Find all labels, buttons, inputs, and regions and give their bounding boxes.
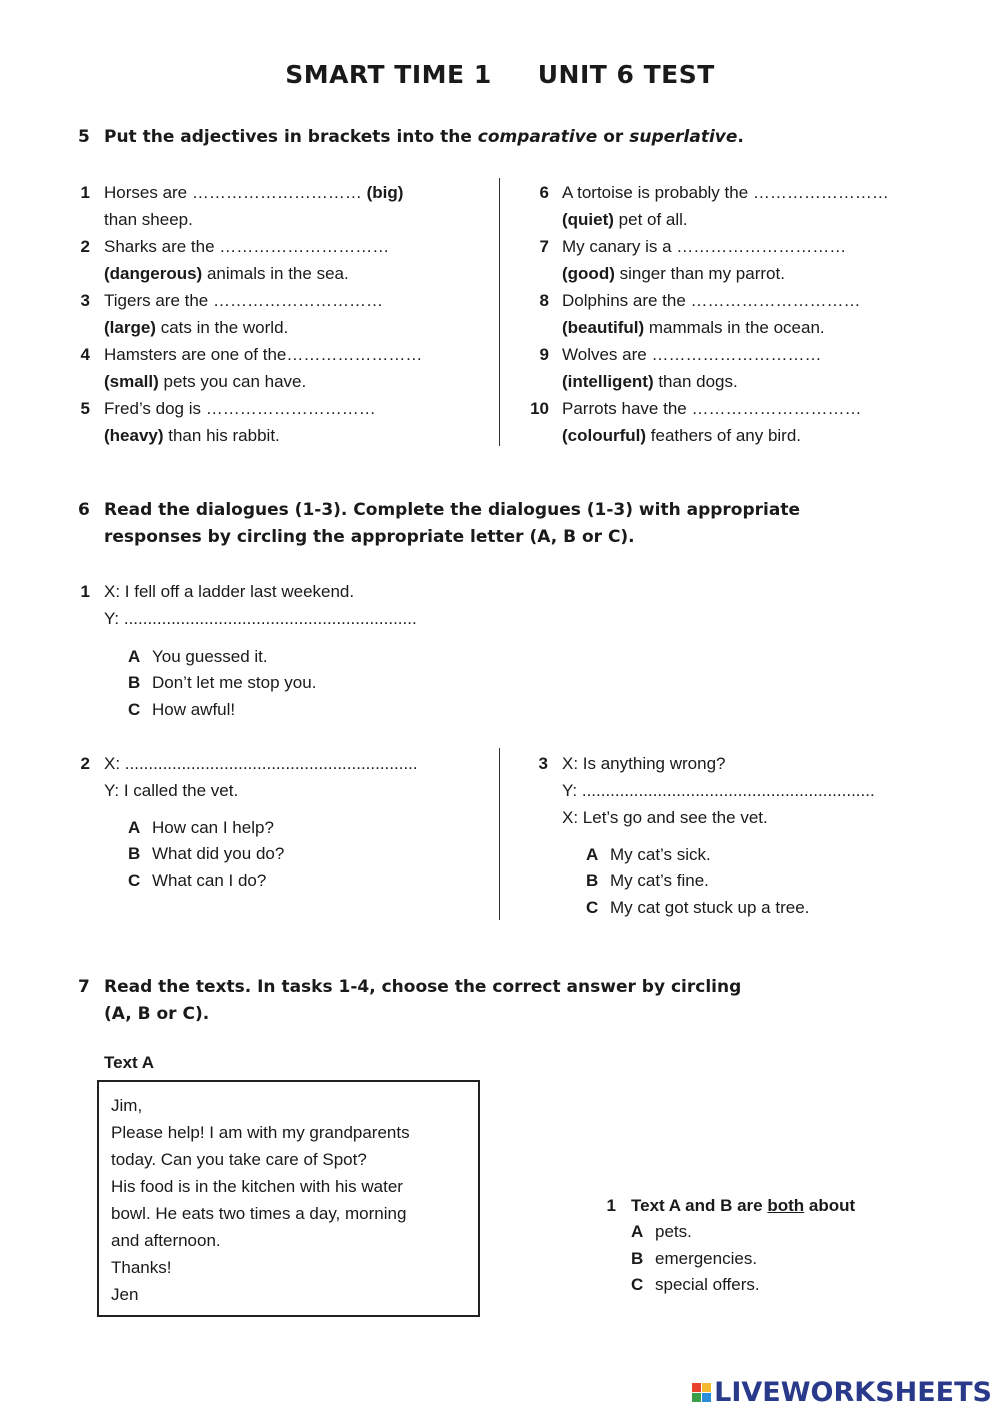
adjective-word: (small): [104, 372, 159, 391]
sentence-text: Hamsters are one of the……………………: [104, 345, 423, 364]
item-number: 1: [80, 183, 90, 202]
item-sentence-start[interactable]: [562, 341, 821, 368]
sentence-text: Horses are …………………………: [104, 183, 362, 202]
item-sentence-end: [562, 422, 801, 449]
question-part: about: [804, 1196, 856, 1215]
sentence-text: feathers of any bird.: [646, 426, 802, 445]
item-sentence-start[interactable]: [562, 395, 861, 422]
column-divider: [499, 178, 500, 446]
option-a[interactable]: [128, 644, 268, 670]
item-sentence-end: [104, 368, 306, 395]
section-number: 5: [78, 127, 90, 147]
item-sentence-end: [562, 260, 785, 287]
option-text: Don’t let me stop you.: [152, 673, 317, 692]
option-letter: B: [631, 1249, 644, 1268]
sentence-text: cats in the world.: [155, 318, 289, 337]
dialogue-line: X: Is anything wrong?: [562, 754, 726, 773]
logo-square: [702, 1383, 711, 1392]
dialogue-line: X: Let’s go and see the vet.: [562, 808, 768, 827]
item-sentence-end: [104, 206, 193, 233]
section-6-heading: [0, 497, 1000, 557]
item-number: 10: [530, 399, 549, 418]
section-number: 6: [78, 500, 90, 520]
text-a-line: today. Can you take care of Spot?: [111, 1150, 367, 1169]
option-text: emergencies.: [655, 1249, 758, 1268]
text-a-label: Text A: [104, 1053, 155, 1072]
instruction-part: .: [737, 127, 744, 147]
item-sentence-start[interactable]: [562, 179, 889, 206]
option-a[interactable]: [586, 842, 711, 868]
option-letter: A: [128, 647, 141, 666]
item-sentence-start[interactable]: [104, 233, 389, 260]
text-a-line: Jim,: [111, 1096, 143, 1115]
option-text: My cat’s sick.: [610, 845, 711, 864]
adjective-word: (big): [366, 183, 404, 202]
sentence-text: than dogs.: [653, 372, 738, 391]
option-letter: A: [128, 818, 141, 837]
task-question: [631, 1192, 855, 1219]
sentence-text: pet of all.: [613, 210, 688, 229]
option-c[interactable]: [631, 1272, 760, 1298]
page-title: [0, 60, 1000, 89]
option-letter: C: [631, 1275, 644, 1294]
option-b[interactable]: [128, 841, 284, 867]
adjective-word: (good): [562, 264, 615, 283]
section-instruction: (A, B or C).: [104, 1004, 210, 1024]
option-text: How can I help?: [152, 818, 274, 837]
text-a-box: [97, 1080, 480, 1317]
item-sentence-start[interactable]: [562, 233, 846, 260]
item-number: 4: [80, 345, 90, 364]
item-sentence-start[interactable]: [104, 287, 383, 314]
dialogue-number: 1: [80, 582, 90, 601]
item-sentence-start[interactable]: [104, 179, 403, 206]
sentence-text: Tigers are the …………………………: [104, 291, 383, 310]
option-text: pets.: [655, 1222, 692, 1241]
question-part: Text A and B are: [631, 1196, 768, 1215]
logo-square: [692, 1383, 701, 1392]
item-number: 9: [539, 345, 549, 364]
title-left: SMART TIME 1: [285, 60, 492, 89]
adjective-word: (heavy): [104, 426, 164, 445]
option-b[interactable]: [586, 868, 709, 894]
sentence-text: A tortoise is probably the ……………………: [562, 183, 889, 202]
option-text: My cat’s fine.: [610, 871, 709, 890]
item-sentence-end: [562, 314, 825, 341]
section-instruction: Read the dialogues (1-3). Complete the dialogues (1-3) with appropriate: [104, 500, 800, 520]
text-a-line: and afternoon.: [111, 1231, 221, 1250]
option-letter: C: [128, 871, 141, 890]
item-sentence-end: [104, 314, 288, 341]
instruction-italic: comparative: [477, 127, 598, 147]
section-number: 7: [78, 977, 90, 997]
item-sentence-start[interactable]: [104, 341, 422, 368]
dialogue-number: 3: [538, 754, 548, 773]
option-letter: A: [586, 845, 599, 864]
adjective-word: (beautiful): [562, 318, 645, 337]
section-instruction: Read the texts. In tasks 1-4, choose the correct answer by circling: [104, 977, 742, 997]
option-letter: C: [586, 898, 599, 917]
text-a-line: Jen: [111, 1285, 139, 1304]
option-c[interactable]: [128, 868, 266, 894]
logo-square: [692, 1393, 701, 1402]
adjective-word: (intelligent): [562, 372, 654, 391]
dialogue-line: X: I fell off a ladder last weekend.: [104, 582, 355, 601]
item-number: 7: [539, 237, 549, 256]
task-number: 1: [606, 1196, 616, 1215]
option-c[interactable]: [128, 697, 235, 723]
option-letter: A: [631, 1222, 644, 1241]
option-text: What did you do?: [152, 844, 285, 863]
liveworksheets-logo[interactable]: [692, 1377, 992, 1407]
text-a-line: Please help! I am with my grandparents: [111, 1123, 410, 1142]
sentence-text: Sharks are the …………………………: [104, 237, 390, 256]
option-letter: B: [586, 871, 599, 890]
instruction-part: or: [597, 127, 630, 147]
sentence-text: than his rabbit.: [163, 426, 280, 445]
option-text: What can I do?: [152, 871, 267, 890]
adjective-word: (dangerous): [104, 264, 203, 283]
text-a-line: His food is in the kitchen with his water: [111, 1177, 403, 1196]
option-letter: B: [128, 844, 141, 863]
item-sentence-end: [104, 422, 280, 449]
sentence-text: Parrots have the …………………………: [562, 399, 862, 418]
option-a[interactable]: [128, 815, 274, 841]
text-a-line: bowl. He eats two times a day, morning: [111, 1204, 407, 1223]
option-c[interactable]: [586, 895, 809, 921]
sentence-text: than sheep.: [104, 210, 193, 229]
option-text: How awful!: [152, 700, 236, 719]
logo-mark-icon: [692, 1383, 711, 1402]
section-7-heading: [0, 974, 1000, 1034]
item-number: 3: [80, 291, 90, 310]
section-instruction: [104, 124, 744, 151]
item-sentence-start[interactable]: [104, 395, 376, 422]
adjective-word: (quiet): [562, 210, 614, 229]
sentence-text: singer than my parrot.: [614, 264, 785, 283]
option-letter: C: [128, 700, 141, 719]
section-instruction: responses by circling the appropriate letter (A, B or C).: [104, 527, 635, 547]
item-sentence-end: [562, 206, 688, 233]
item-sentence-end: [562, 368, 738, 395]
sentence-text: mammals in the ocean.: [644, 318, 825, 337]
dialogue-number: 2: [80, 754, 90, 773]
option-text: special offers.: [655, 1275, 760, 1294]
option-b[interactable]: [631, 1246, 757, 1272]
dialogue-answer-blank: Y: ..............................................................: [104, 609, 417, 628]
adjective-word: (large): [104, 318, 156, 337]
instruction-part: Put the adjectives in brackets into the: [104, 127, 478, 147]
instruction-italic: superlative: [629, 127, 738, 147]
dialogue-line: Y: I called the vet.: [104, 781, 239, 800]
dialogue-answer-blank: Y: ..............................................................: [562, 781, 875, 800]
item-number: 2: [80, 237, 90, 256]
option-letter: B: [128, 673, 141, 692]
option-text: My cat got stuck up a tree.: [610, 898, 810, 917]
sentence-text: Fred’s dog is …………………………: [104, 399, 376, 418]
item-number: 5: [80, 399, 90, 418]
adjective-word: (colourful): [562, 426, 647, 445]
sentence-text: Wolves are …………………………: [562, 345, 822, 364]
option-a[interactable]: [631, 1219, 692, 1245]
sentence-text: My canary is a …………………………: [562, 237, 847, 256]
sentence-text: Dolphins are the …………………………: [562, 291, 861, 310]
item-sentence-start[interactable]: [562, 287, 861, 314]
question-emphasis: both: [767, 1196, 805, 1215]
item-number: 6: [539, 183, 549, 202]
sentence-text: animals in the sea.: [202, 264, 349, 283]
option-text: You guessed it.: [152, 647, 268, 666]
dialogue-answer-blank: X: ..............................................................: [104, 754, 418, 773]
text-a-line: Thanks!: [111, 1258, 172, 1277]
item-number: 8: [539, 291, 549, 310]
logo-text: LIVEWORKSHEETS: [714, 1376, 992, 1408]
option-b[interactable]: [128, 670, 316, 696]
title-right: UNIT 6 TEST: [537, 60, 715, 89]
column-divider: [499, 748, 500, 920]
logo-square: [702, 1393, 711, 1402]
item-sentence-end: [104, 260, 349, 287]
sentence-text: pets you can have.: [158, 372, 307, 391]
